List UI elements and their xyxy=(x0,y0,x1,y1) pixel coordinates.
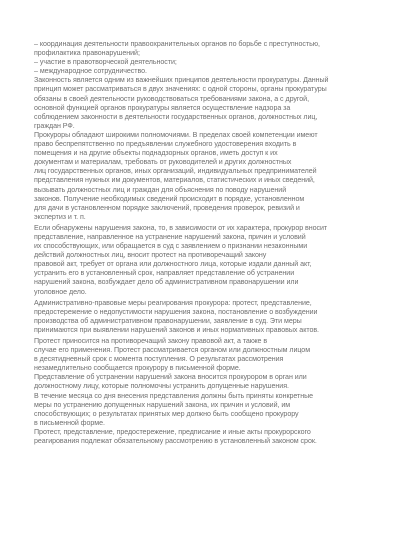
text-line: помещения и на другие объекты поднадзорных органов, иметь доступ к их xyxy=(34,149,278,158)
text-line: реагирования подлежат обязательному рассмотрению в установленный законом срок. xyxy=(34,437,317,446)
text-line: граждан РФ. xyxy=(34,121,75,130)
text-line: Законность является одним из важнейших принципов деятельности прокуратуры. Данный xyxy=(34,76,329,85)
text-line: документам и материалам, требовать от руководителей и других должностных xyxy=(34,158,292,167)
text-line: для дачи в установленном порядке заключений, проведения проверок, ревизий и xyxy=(34,203,300,212)
text-line: их способствующих, или обращается в суд с заявлением о признании незаконными xyxy=(34,242,308,251)
text-line: представления нужных им документов, материалов, статистических и иных сведений, xyxy=(34,176,315,185)
text-line: незамедлительно сообщается прокурору в письменной форме. xyxy=(34,364,241,373)
text-line: в письменной форме. xyxy=(34,418,105,427)
text-line: законов. Получение необходимых сведений происходит в порядке, установленном xyxy=(34,194,305,203)
text-line: действий должностных лиц, вносит протест на противоречащий закону xyxy=(34,251,267,260)
text-line: лиц государственных органов, иных организаций, индивидуальных предпринимателей xyxy=(34,167,317,176)
text-line: уголовное дело. xyxy=(34,287,87,296)
text-line: право беспрепятственно по предъявлении служебного удостоверения входить в xyxy=(34,140,297,149)
text-line: обязаны в своей деятельности руководствоваться требованиями закона, а с другой, xyxy=(34,94,309,103)
document-body xyxy=(34,40,388,446)
text-line: способствующих; о результатах принятых мер должно быть сообщено прокурору xyxy=(34,409,299,418)
text-line: предостережение о недопустимости нарушения закона, постановление о возбуждении xyxy=(34,307,318,316)
text-line: случае его применения. Протест рассматривается органом или должностным лицом xyxy=(34,346,311,355)
text-line: в десятидневный срок с момента поступления. О результатах рассмотрения xyxy=(34,355,284,364)
text-line: В течение месяца со дня внесения представления должны быть приняты конкретные xyxy=(34,391,314,400)
text-line: Если обнаружены нарушения закона, то, в зависимости от их характера, прокурор вносит xyxy=(34,223,328,232)
text-line: профилактика правонарушений; xyxy=(34,49,140,58)
text-line: производства об административном правонарушении, заявление в суд. Эти меры xyxy=(34,316,302,325)
text-line: Протест приносится на противоречащий закону правовой акт, а также в xyxy=(34,337,268,345)
text-line: Прокуроры обладают широкими полномочиями. В пределах своей компетенции имеют xyxy=(34,130,318,139)
text-line: соблюдением законности в деятельности государственных органов, должностных лиц, xyxy=(34,112,318,121)
text-line: экспертиз и т. п. xyxy=(34,212,86,221)
text-line: меры по устранению допущенных нарушений закона, их причин и условий, им xyxy=(34,400,291,409)
text-line: устранить его в установленный срок, направляет представление об устранении xyxy=(34,269,295,278)
text-line: должностному лицу, которые полномочны устранить допущенные нарушения. xyxy=(34,382,289,391)
text-line: Протест, представление, предостережение, предписание и иные акты прокурорского xyxy=(34,427,311,436)
text-line: – участие в правотворческой деятельности; xyxy=(34,58,177,67)
text-line: основной функцией органов прокуратуры является осуществление надзора за xyxy=(34,103,291,112)
text-line: – международное сотрудничество. xyxy=(34,67,147,76)
text-line: – координация деятельности правоохранительных органов по борьбе с преступностью, xyxy=(34,40,320,48)
text-line: принимаются при выявлении нарушений законов и иных нормативных правовых актов. xyxy=(34,325,319,334)
text-line: принцип может рассматриваться в двух значениях: с одной стороны, органы прокуратуры xyxy=(34,85,327,94)
text-line: Административно-правовые меры реагирования прокурора: протест, представление, xyxy=(34,298,312,307)
text-line: вызывать должностных лиц и граждан для объяснения по поводу нарушений xyxy=(34,185,287,194)
text-line: представление, направленное на устранение нарушений закона, причин и условий xyxy=(34,232,306,241)
text-line: нарушений закона, возбуждает дело об административном правонарушении или xyxy=(34,278,299,287)
text-line: правовой акт, требует от органа или должностного лица, которые издали данный акт, xyxy=(34,260,312,269)
text-line: Представление об устранении нарушений закона вносится прокурором в орган или xyxy=(34,373,307,382)
